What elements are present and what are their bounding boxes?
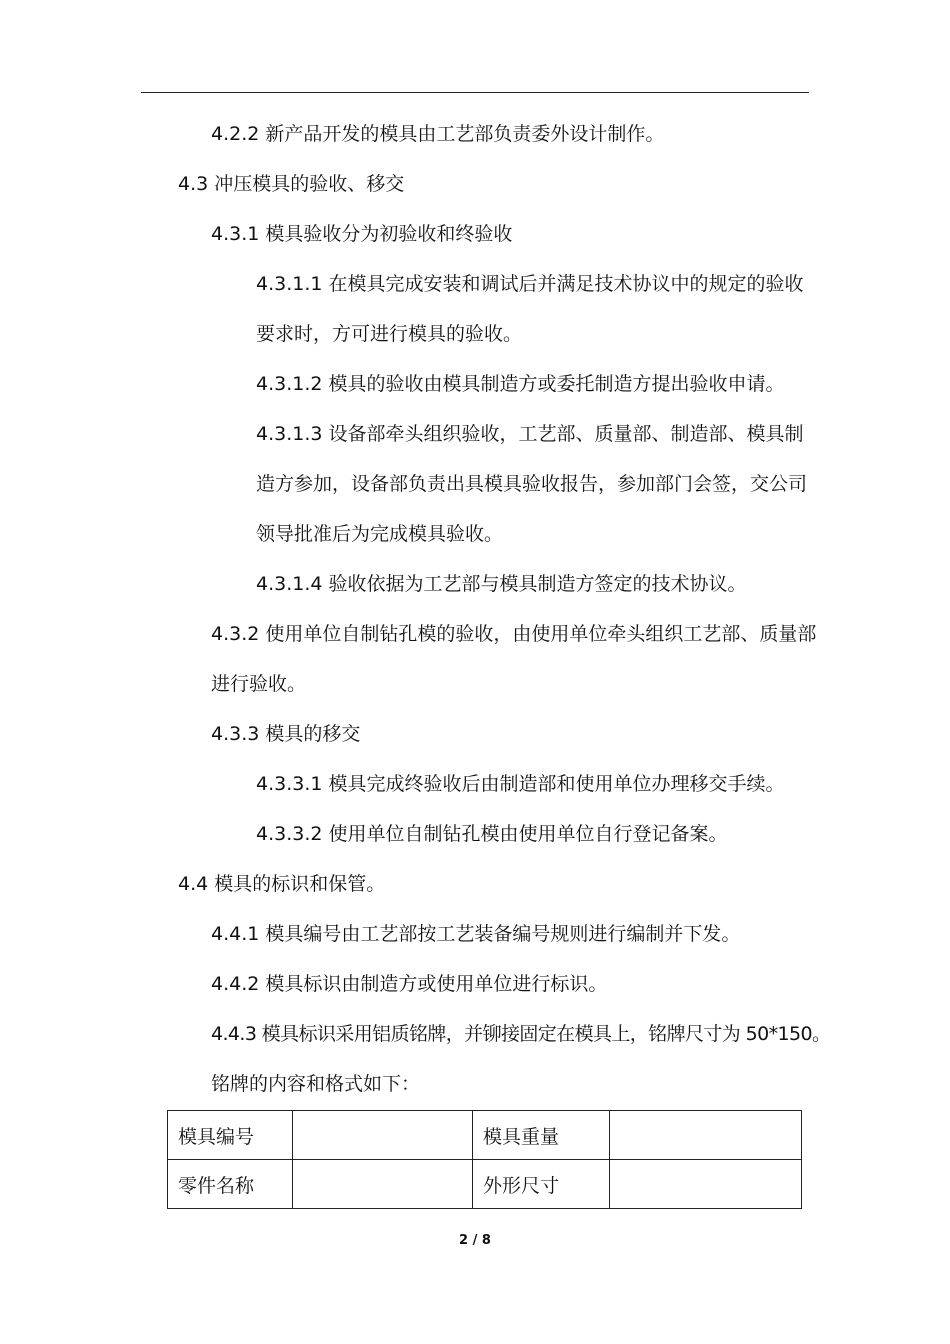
paragraph-4-3-2: 4.3.2 使用单位自制钻孔模的验收，由使用单位牵头组织工艺部、质量部 [211,623,817,645]
paragraph-4-4-1: 4.4.1 模具编号由工艺部按工艺装备编号规则进行编制并下发。 [211,923,741,945]
paragraph-4-3-1-3-cont2: 领导批准后为完成模具验收。 [256,523,504,545]
table-cell-value [610,1160,802,1209]
heading-4-3-3: 4.3.3 模具的移交 [211,723,361,745]
table-cell-label: 模具编号 [168,1111,293,1160]
paragraph-4-3-2-cont: 进行验收。 [211,673,307,695]
paragraph-4-3-1-3-cont1: 造方参加，设备部负责出具模具验收报告，参加部门会签，交公司 [256,473,808,495]
table-cell-value [293,1111,473,1160]
table-cell-value [610,1111,802,1160]
table-cell-value [293,1160,473,1209]
paragraph-4-3-3-1: 4.3.3.1 模具完成终验收后由制造部和使用单位办理移交手续。 [256,773,785,795]
heading-4-3-1: 4.3.1 模具验收分为初验收和终验收 [211,223,513,245]
heading-4-3: 4.3 冲压模具的验收、移交 [178,173,405,195]
paragraph-4-3-1-3: 4.3.1.3 设备部牵头组织验收，工艺部、质量部、制造部、模具制 [256,423,804,445]
paragraph-4-3-1-1: 4.3.1.1 在模具完成安装和调试后并满足技术协议中的规定的验收 [256,273,804,295]
paragraph-4-4-3: 4.4.3 模具标识采用铝质铭牌，并铆接固定在模具上，铭牌尺寸为 50*150。 [211,1023,831,1045]
table-cell-label: 零件名称 [168,1160,293,1209]
paragraph-4-3-1-2: 4.3.1.2 模具的验收由模具制造方或委托制造方提出验收申请。 [256,373,785,395]
paragraph-4-3-1-4: 4.3.1.4 验收依据为工艺部与模具制造方签定的技术协议。 [256,573,747,595]
header-rule [141,92,809,93]
paragraph-4-4-2: 4.4.2 模具标识由制造方或使用单位进行标识。 [211,973,608,995]
paragraph-4-3-1-1-cont: 要求时，方可进行模具的验收。 [256,323,523,345]
table-cell-label: 外形尺寸 [473,1160,610,1209]
paragraph-4-3-3-2: 4.3.3.2 使用单位自制钻孔模由使用单位自行登记备案。 [256,823,728,845]
paragraph-4-4-3-cont: 铭牌的内容和格式如下： [211,1073,421,1095]
table-cell-label: 模具重量 [473,1111,610,1160]
table-row [168,1160,802,1209]
heading-4-4: 4.4 模具的标识和保管。 [178,873,386,895]
nameplate-table [167,1110,802,1209]
table-row [168,1111,802,1160]
page-number: 2 / 8 [459,1233,491,1248]
paragraph-4-2-2: 4.2.2 新产品开发的模具由工艺部负责委外设计制作。 [211,123,665,145]
